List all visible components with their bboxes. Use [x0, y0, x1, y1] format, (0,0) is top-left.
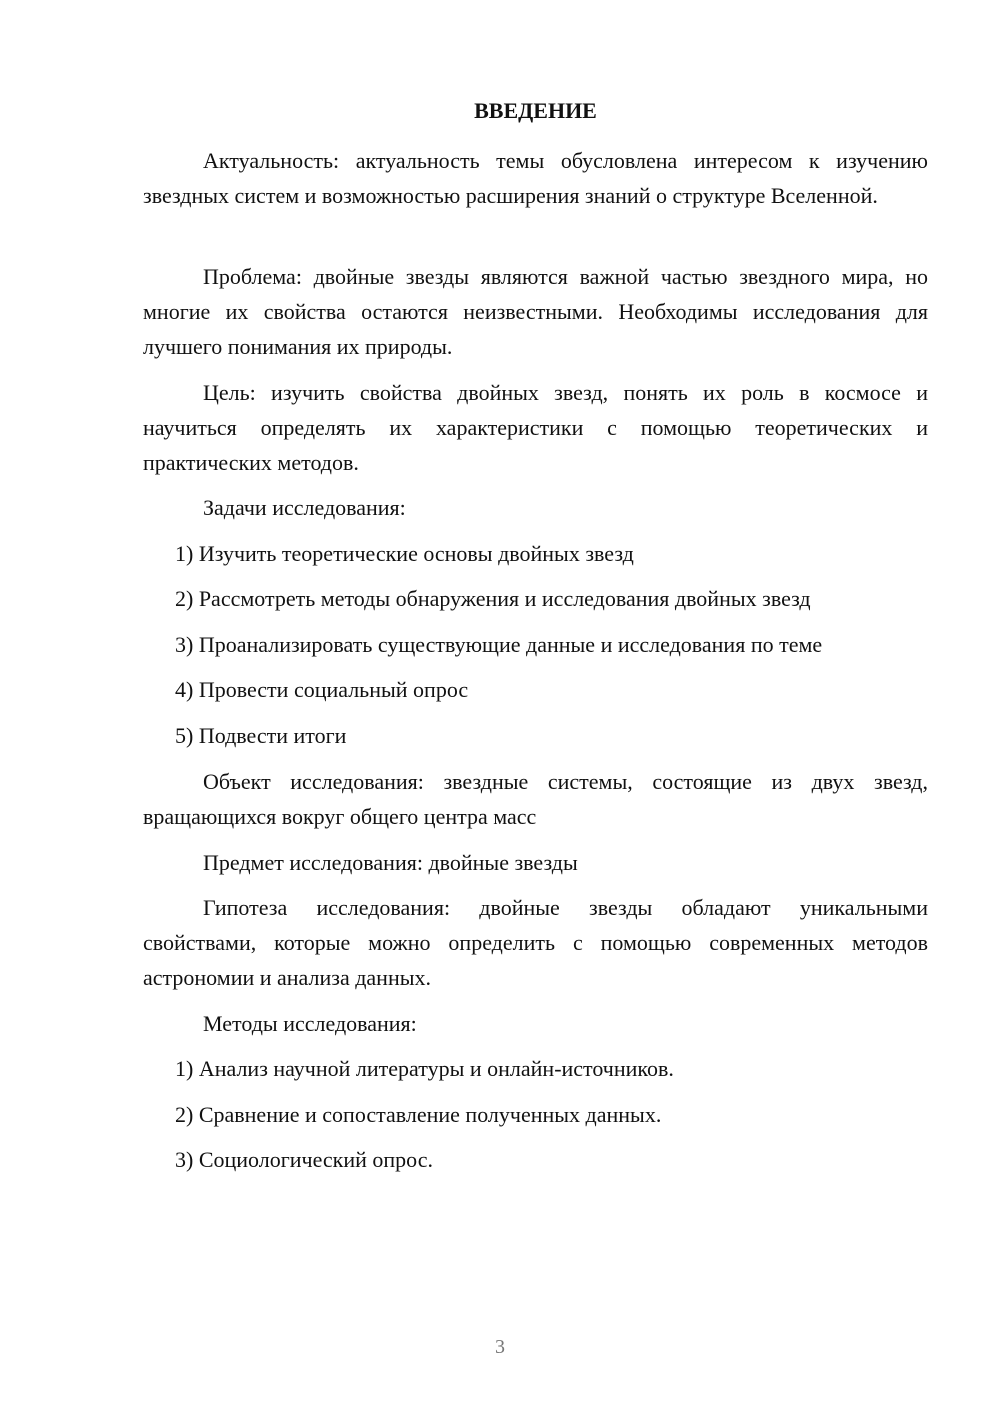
- list-item: 2) Рассмотреть методы обнаружения и исследования двойных звезд: [175, 586, 811, 611]
- list-item: 1) Анализ научной литературы и онлайн-источников.: [175, 1056, 674, 1081]
- list-item: 2) Сравнение и сопоставление полученных данных.: [175, 1102, 662, 1127]
- relevance-paragraph: Актуальность: актуальность темы обусловлена интересом к изучению звездных систем и возможностью расширения знаний о структуре Вселенной.: [143, 148, 928, 208]
- list-item: 4) Провести социальный опрос: [175, 677, 469, 702]
- section-heading: ВВЕДЕНИЕ: [474, 98, 597, 123]
- goal-paragraph: Цель: изучить свойства двойных звезд, понять их роль в космосе и научиться определять их характеристики с помощью теоретических и практических методов.: [143, 380, 928, 475]
- list-item: 3) Проанализировать существующие данные и исследования по теме: [175, 632, 823, 657]
- list-item: 5) Подвести итоги: [175, 723, 347, 748]
- object-paragraph: Объект исследования: звездные системы, состоящие из двух звезд, вращающихся вокруг общего центра масс: [143, 769, 928, 829]
- list-item: 1) Изучить теоретические основы двойных звезд: [175, 541, 634, 566]
- subject-paragraph: Предмет исследования: двойные звезды: [203, 850, 578, 875]
- problem-paragraph: Проблема: двойные звезды являются важной частью звездного мира, но многие их свойства остаются неизвестными. Необходимы исследования для лучшего понимания их природы.: [143, 264, 928, 359]
- hypothesis-paragraph: Гипотеза исследования: двойные звезды обладают уникальными свойствами, которые можно определить с помощью современных методов астрономии и анализа данных.: [143, 895, 928, 990]
- tasks-title: Задачи исследования:: [203, 495, 406, 520]
- methods-title: Методы исследования:: [203, 1011, 417, 1036]
- page-number: 3: [495, 1336, 505, 1358]
- list-item: 3) Социологический опрос.: [175, 1147, 433, 1172]
